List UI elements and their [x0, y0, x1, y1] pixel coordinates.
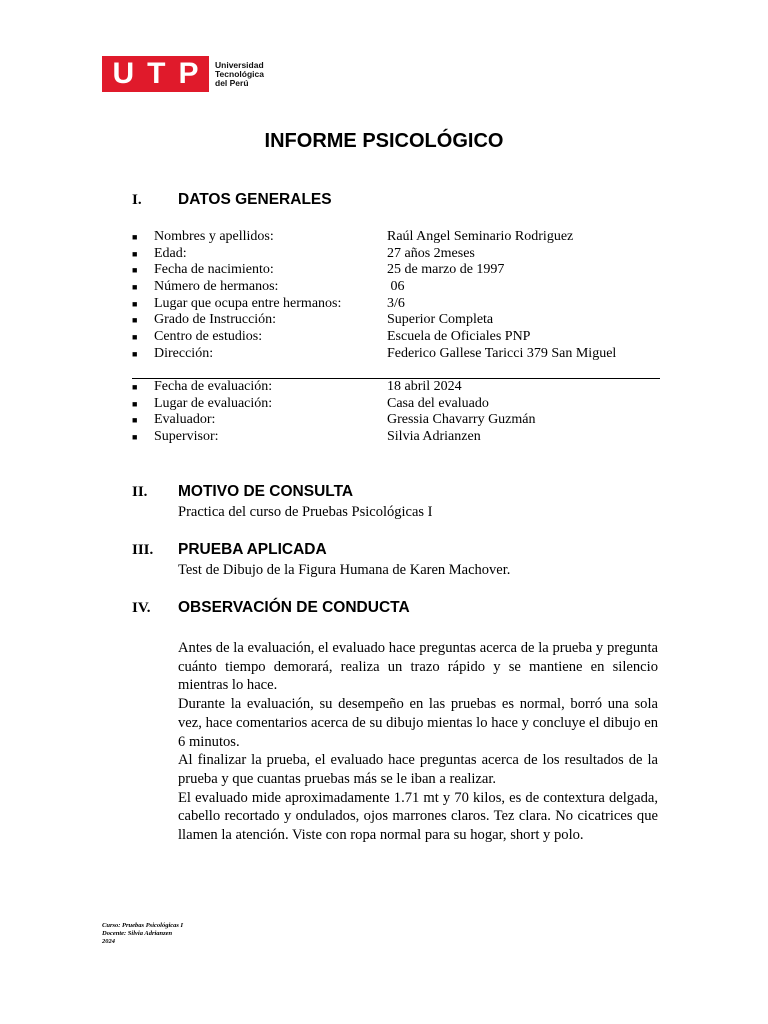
section-heading-prueba-aplicada [132, 541, 327, 559]
bullet-icon: ■ [132, 332, 138, 343]
list-item [132, 279, 662, 296]
field-label: Lugar de evaluación: [154, 395, 273, 411]
bullet-icon: ■ [132, 298, 138, 309]
list-item [132, 346, 662, 363]
field-value: Gressia Chavarry Guzmán [387, 412, 536, 428]
footer-curso: Curso: Pruebas Psicológicas I [102, 922, 184, 929]
section-heading-motivo-consulta [132, 483, 353, 501]
list-item [132, 312, 662, 329]
field-label: Evaluador: [154, 412, 216, 428]
list-item [132, 329, 662, 346]
field-label: Grado de Instrucción: [154, 312, 277, 328]
paragraph: Durante la evaluación, su desempeño en las pruebas es normal, borró una sola vez, hace comentarios acerca de su dibujo mientas lo hace y concluye el dibujo en 6 minutos. [178, 696, 658, 750]
list-item [132, 379, 662, 396]
list-item [132, 229, 662, 246]
section-number: III. [132, 542, 154, 558]
list-item [132, 396, 662, 413]
bullet-icon: ■ [132, 415, 138, 426]
field-value: Raúl Angel Seminario Rodriguez [387, 229, 574, 244]
list-item [132, 262, 662, 279]
field-value: 27 años 2meses [387, 245, 475, 261]
prueba-text: Test de Dibujo de la Figura Humana de Karen Machover. [178, 562, 511, 578]
list-item [132, 412, 662, 429]
logo-letter-p: P [178, 57, 199, 90]
motivo-text: Practica del curso de Pruebas Psicológicas I [178, 504, 433, 520]
section-number: IV. [132, 600, 151, 616]
field-value: 18 abril 2024 [387, 379, 462, 394]
utp-logo-mark [102, 56, 209, 92]
field-value: Silvia Adrianzen [387, 429, 481, 445]
footer [102, 922, 183, 946]
section-heading-observacion-conducta [132, 599, 410, 617]
bullet-icon: ■ [132, 315, 138, 326]
section-title: OBSERVACIÓN DE CONDUCTA [178, 599, 410, 616]
field-label: Centro de estudios: [154, 329, 263, 345]
field-value: Federico Gallese Taricci 379 San Miguel [387, 345, 617, 361]
section-heading-datos-generales [132, 191, 332, 209]
datos-list [132, 229, 662, 363]
section-title: MOTIVO DE CONSULTA [178, 483, 354, 500]
document-title: INFORME PSICOLÓGICO [264, 130, 504, 152]
field-label: Nombres y apellidos: [154, 229, 274, 244]
bullet-icon: ■ [132, 282, 138, 293]
field-label: Edad: [154, 245, 187, 261]
bullet-icon: ■ [132, 398, 138, 409]
field-label: Supervisor: [154, 429, 219, 445]
list-item [132, 429, 662, 446]
footer-docente: Docente: Silvia Adrianzen [102, 930, 173, 937]
footer-year: 2024 [102, 938, 115, 945]
paragraph: Al finalizar la prueba, el evaluado hace preguntas acerca de los resultados de la prueba y que cuantas pruebas más se le iban a realizar. [178, 752, 658, 787]
bullet-icon: ■ [132, 232, 138, 242]
paragraph: El evaluado mide aproximadamente 1.71 mt y 70 kilos, es de contextura delgada, cabello recortado y ondulados, ojos marrones claros. Tez clara. No cicatrices que llamen la atención. Viste con ropa normal para su hogar, short y polo. [178, 789, 658, 844]
field-value: Escuela de Oficiales PNP [387, 329, 531, 345]
bullet-icon: ■ [132, 348, 138, 359]
field-value: 06 [387, 279, 405, 295]
list-item [132, 246, 662, 263]
logo-letter-u: U [112, 57, 135, 90]
field-label: Lugar que ocupa entre hermanos: [154, 295, 342, 311]
field-value: 25 de marzo de 1997 [387, 262, 505, 278]
section-title: PRUEBA APLICADA [178, 541, 327, 558]
field-label: Fecha de evaluación: [154, 379, 273, 394]
evaluacion-list [132, 379, 662, 446]
field-value: Superior Completa [387, 312, 494, 328]
section-number: II. [132, 484, 148, 500]
field-label: Dirección: [154, 345, 214, 361]
field-label: Número de hermanos: [154, 279, 279, 295]
bullet-icon: ■ [132, 432, 138, 443]
field-value: Casa del evaluado [387, 395, 489, 411]
bullet-icon: ■ [132, 382, 138, 392]
list-item [132, 296, 662, 313]
field-value: 3/6 [387, 295, 405, 311]
paragraph: Antes de la evaluación, el evaluado hace preguntas acerca de la prueba y pregunta cuánto tiempo demorará, realiza un trazo rápido y se mantiene en silencio mientras lo hace. [178, 640, 658, 694]
section-title: DATOS GENERALES [178, 191, 332, 208]
utp-logo [102, 56, 264, 92]
field-label: Fecha de nacimiento: [154, 262, 274, 278]
bullet-icon: ■ [132, 248, 138, 259]
logo-line: Universidad [215, 59, 264, 70]
logo-text [215, 61, 264, 88]
bullet-icon: ■ [132, 265, 138, 276]
section-number: I. [132, 192, 142, 208]
logo-letter-t: T [147, 57, 166, 90]
logo-line: Tecnológica [215, 68, 264, 79]
logo-line: del Perú [215, 77, 249, 88]
observacion-body [178, 639, 658, 845]
